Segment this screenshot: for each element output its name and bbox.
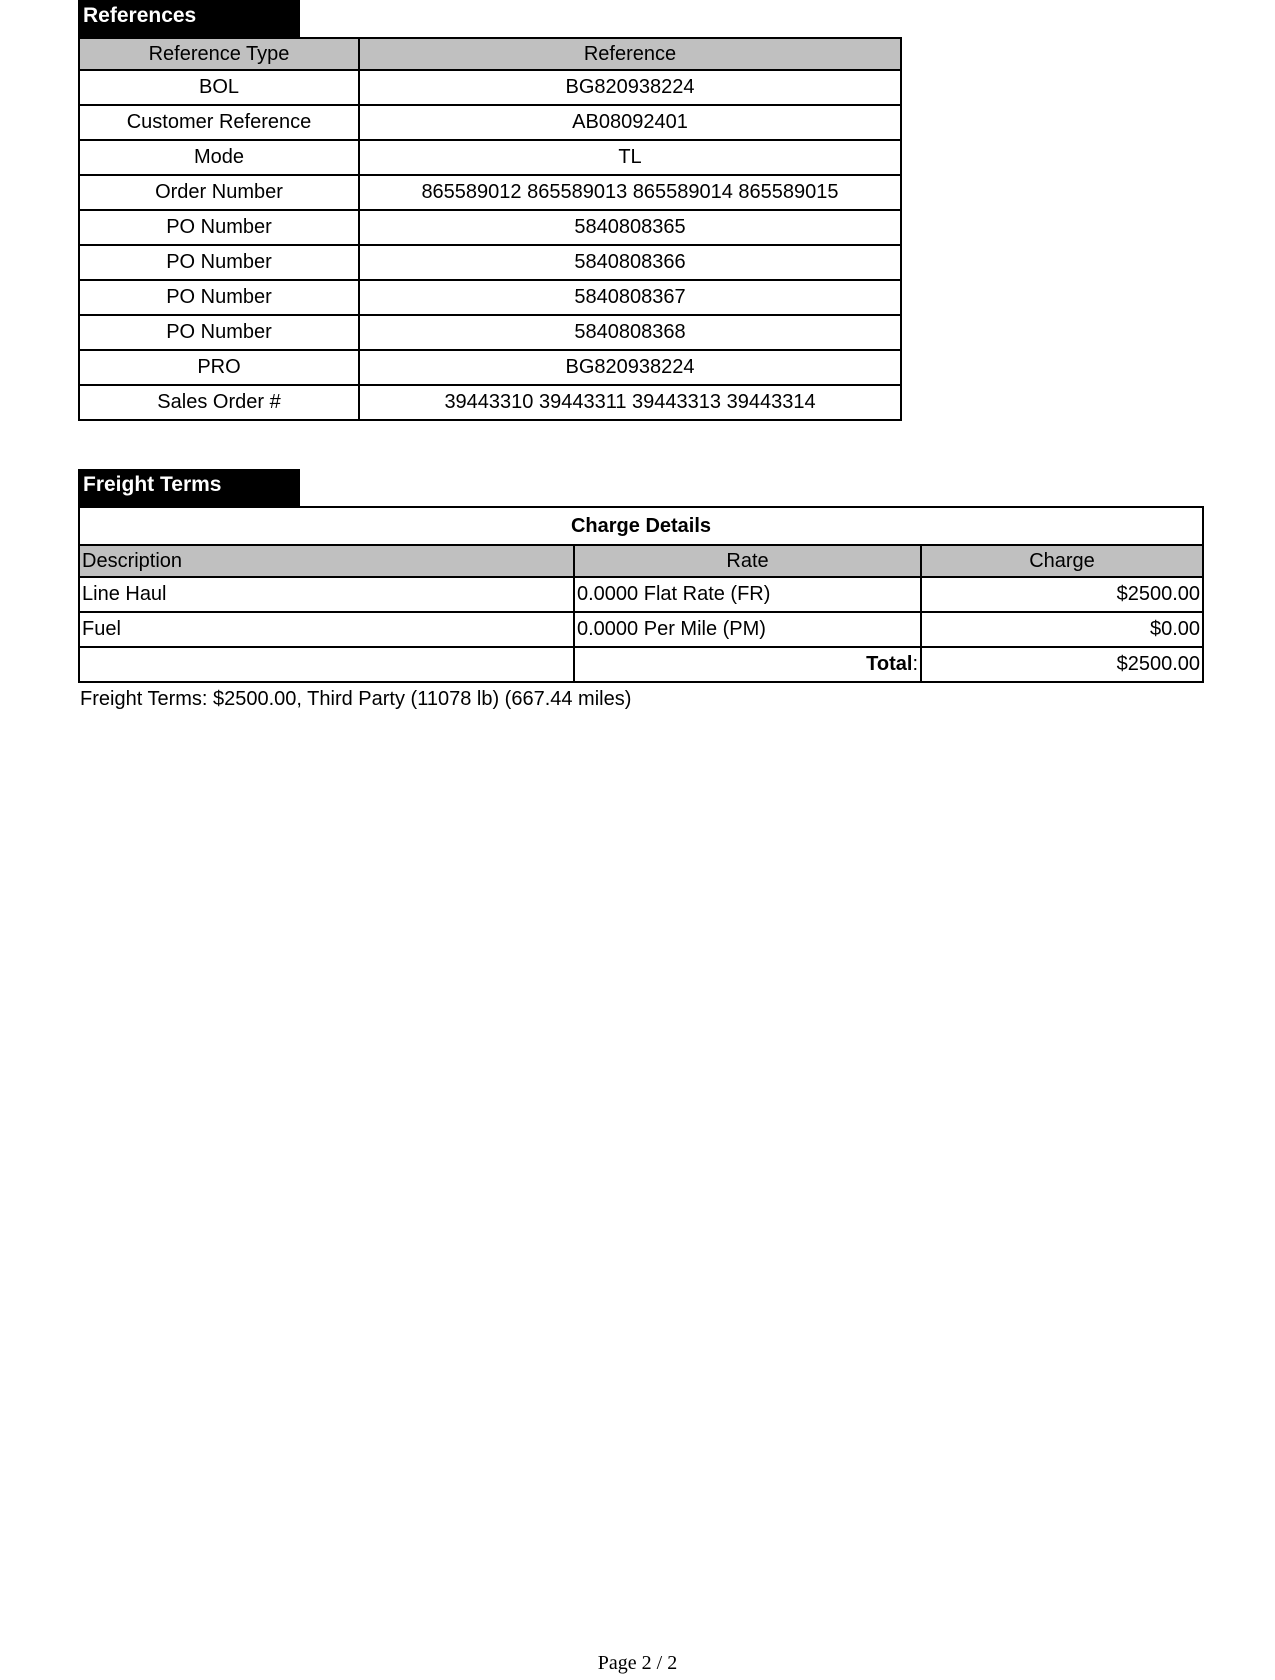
charge-details-title: Charge Details: [79, 507, 1203, 545]
reference-type-cell: Order Number: [79, 175, 359, 210]
table-row: [79, 315, 901, 350]
total-empty-cell: [79, 647, 574, 682]
reference-value-cell: 5840808366: [359, 245, 901, 280]
table-row: [79, 210, 901, 245]
charge-details-title-row: [79, 507, 1203, 545]
charge-details-table: [78, 506, 1204, 683]
charge-description-cell: Fuel: [79, 612, 574, 647]
reference-type-cell: PO Number: [79, 315, 359, 350]
reference-value-cell: BG820938224: [359, 350, 901, 385]
reference-value-cell: 5840808367: [359, 280, 901, 315]
reference-value-cell: 39443310 39443311 39443313 39443314: [359, 385, 901, 420]
charge-description-cell: Line Haul: [79, 577, 574, 612]
reference-value-cell: 865589012 865589013 865589014 865589015: [359, 175, 901, 210]
reference-value-cell: AB08092401: [359, 105, 901, 140]
page-number: Page 2 / 2: [597, 1652, 678, 1674]
references-header-row: [79, 38, 901, 70]
reference-value-cell: 5840808365: [359, 210, 901, 245]
charge-rate-cell: 0.0000 Flat Rate (FR): [574, 577, 921, 612]
total-label-cell: [574, 647, 921, 682]
charge-header-row: [79, 545, 1203, 577]
reference-value-cell: BG820938224: [359, 70, 901, 105]
column-header-reference: Reference: [359, 38, 901, 70]
column-header-rate: Rate: [574, 545, 921, 577]
table-row: [79, 350, 901, 385]
total-colon: :: [912, 653, 918, 675]
reference-type-cell: PO Number: [79, 280, 359, 315]
reference-value-cell: 5840808368: [359, 315, 901, 350]
references-table: [78, 37, 902, 421]
table-row: [79, 577, 1203, 612]
reference-value-cell: TL: [359, 140, 901, 175]
column-header-description: Description: [79, 545, 574, 577]
table-row: [79, 140, 901, 175]
table-row: [79, 70, 901, 105]
total-value-cell: $2500.00: [921, 647, 1203, 682]
reference-type-cell: PRO: [79, 350, 359, 385]
reference-type-cell: BOL: [79, 70, 359, 105]
references-header: References: [78, 0, 300, 37]
charge-rate-cell: 0.0000 Per Mile (PM): [574, 612, 921, 647]
table-row: [79, 175, 901, 210]
charge-amount-cell: $2500.00: [921, 577, 1203, 612]
total-row: [79, 647, 1203, 682]
table-row: [79, 105, 901, 140]
freight-terms-summary: Freight Terms: $2500.00, Third Party (11078 lb) (667.44 miles): [80, 688, 632, 710]
reference-type-cell: PO Number: [79, 245, 359, 280]
table-row: [79, 280, 901, 315]
reference-type-cell: Sales Order #: [79, 385, 359, 420]
total-label: Total: [866, 653, 913, 675]
column-header-charge: Charge: [921, 545, 1203, 577]
reference-type-cell: Mode: [79, 140, 359, 175]
charge-amount-cell: $0.00: [921, 612, 1203, 647]
table-row: [79, 385, 901, 420]
reference-type-cell: PO Number: [79, 210, 359, 245]
table-row: [79, 612, 1203, 647]
column-header-reference-type: Reference Type: [79, 38, 359, 70]
reference-type-cell: Customer Reference: [79, 105, 359, 140]
table-row: [79, 245, 901, 280]
freight-terms-header: Freight Terms: [78, 469, 300, 506]
